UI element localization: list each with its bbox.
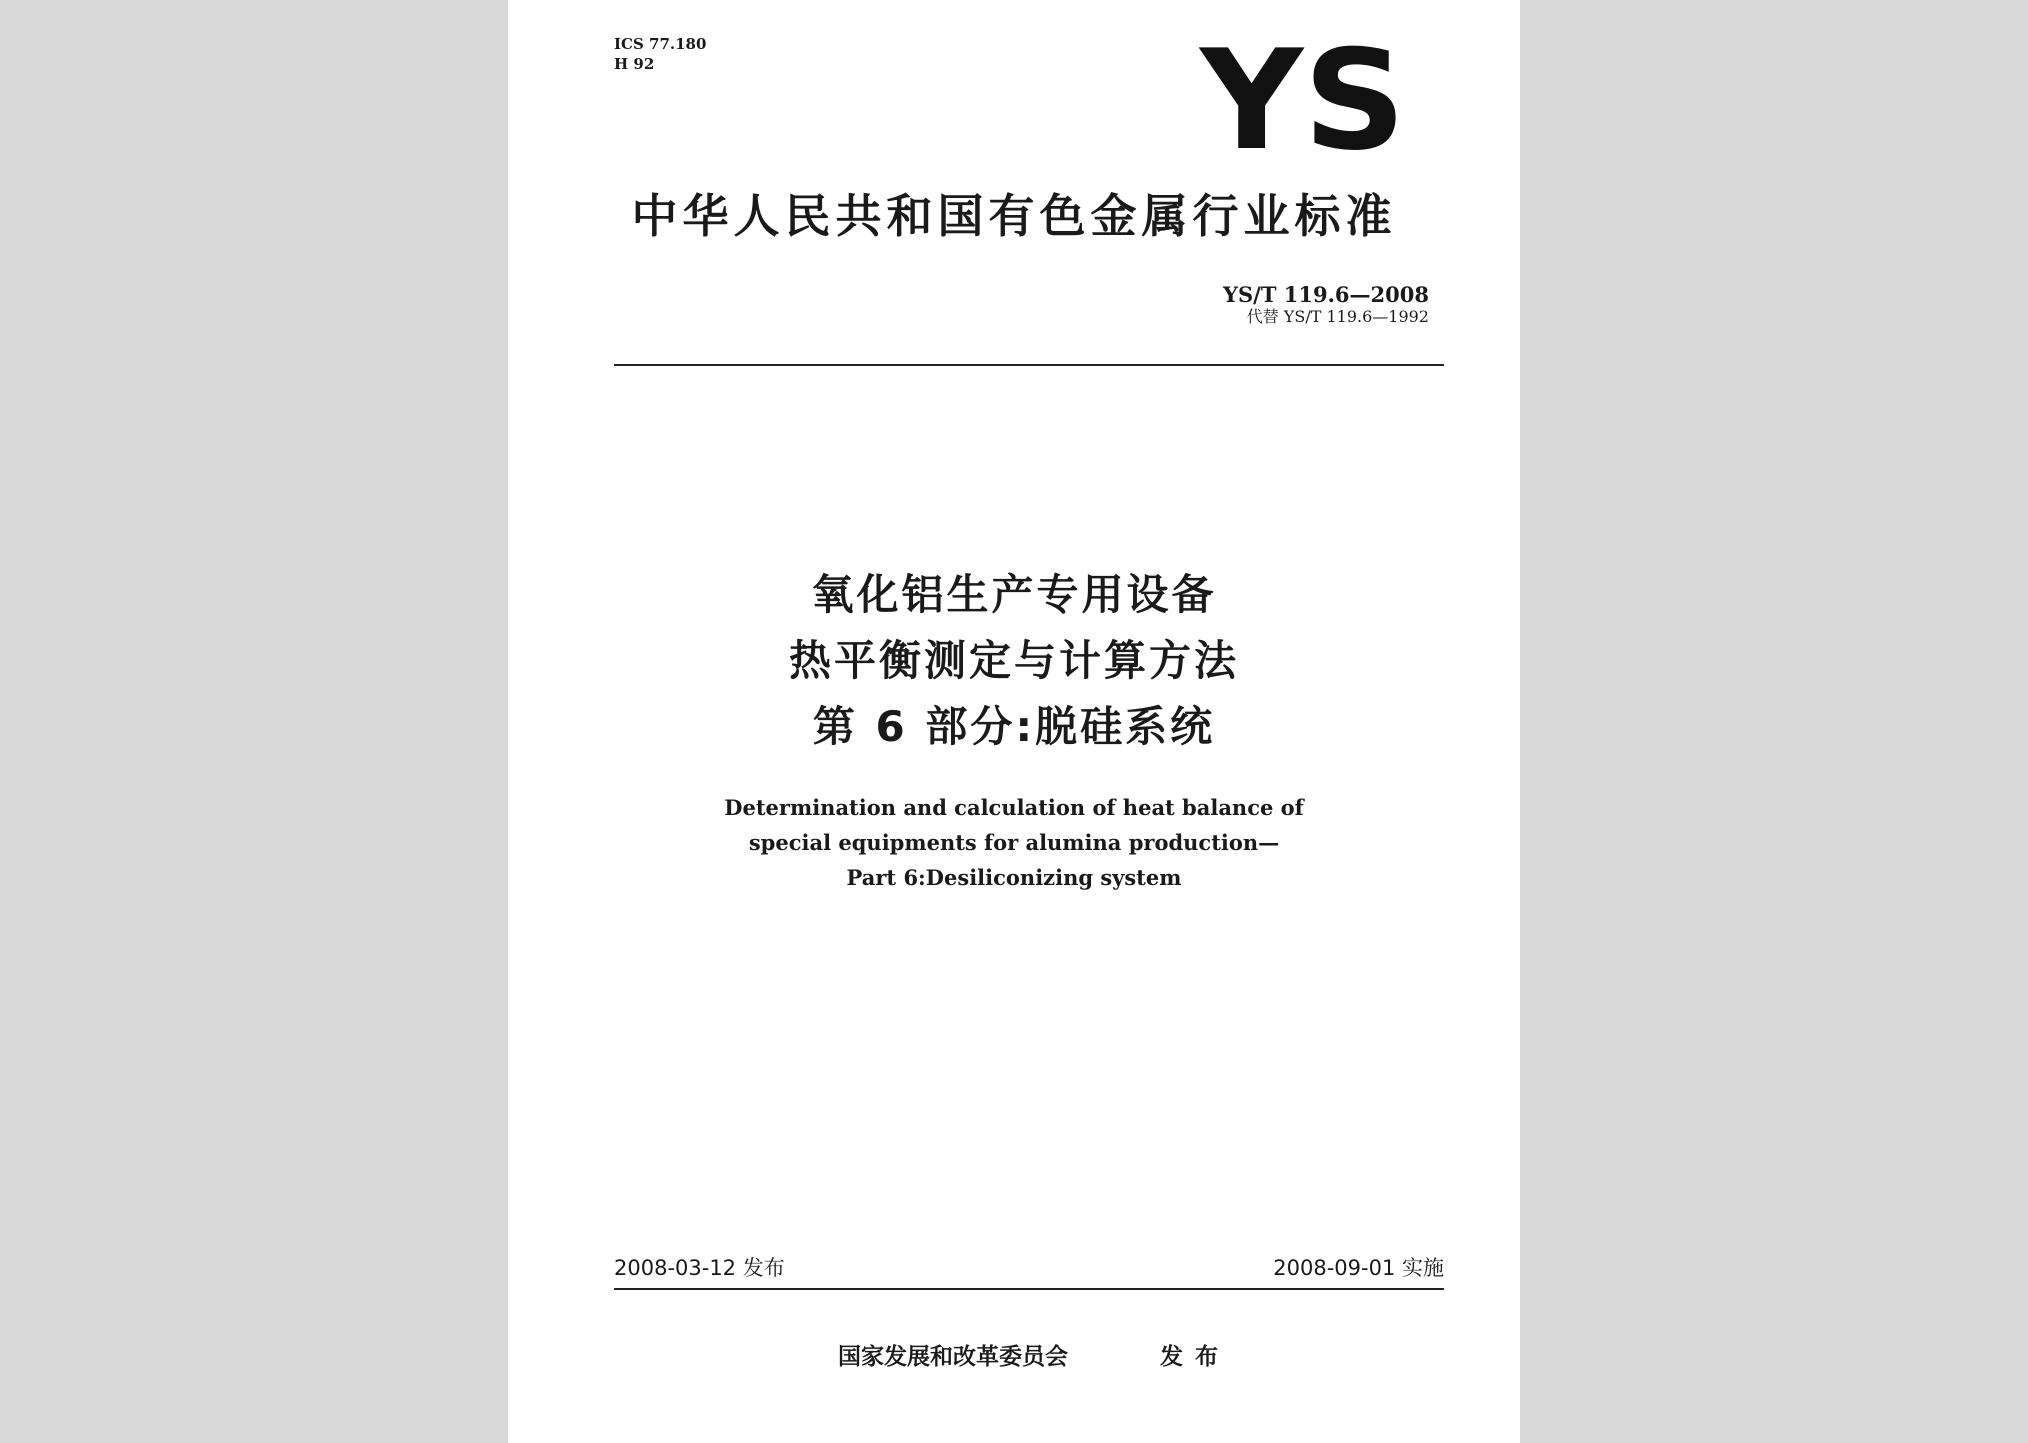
english-title-line-1: Determination and calculation of heat balance of — [724, 795, 1304, 820]
industry-standard-title: 中华人民共和国有色金属行业标准 — [631, 189, 1397, 243]
english-title-line-3: Part 6:Desiliconizing system — [846, 865, 1182, 890]
document-page — [508, 0, 1520, 1443]
implementation-date: 2008-09-01 实施 — [1273, 1256, 1444, 1280]
chinese-document-title — [508, 562, 1520, 760]
publish-label: 发布 — [1160, 1344, 1230, 1370]
ccs-code: H 92 — [614, 55, 655, 73]
standard-code: YS/T 119.6—2008 — [1223, 282, 1429, 307]
ys-logo-text: YS — [1197, 40, 1406, 160]
english-document-title — [508, 790, 1520, 895]
header-divider — [614, 364, 1444, 366]
chinese-title-line-1: 氧化铝生产专用设备 — [811, 570, 1217, 619]
chinese-title-line-3: 第 6 部分:脱硅系统 — [812, 702, 1216, 751]
footer-divider — [614, 1288, 1444, 1290]
classification-codes — [614, 34, 706, 74]
english-title-line-2: special equipments for alumina production— — [748, 830, 1280, 855]
chinese-title-line-2: 热平衡测定与计算方法 — [788, 636, 1239, 685]
replaces-standard: 代替 YS/T 119.6—1992 — [1246, 307, 1429, 326]
ys-logo — [1188, 40, 1418, 160]
publisher-name: 国家发展和改革委员会 — [838, 1344, 1068, 1370]
ics-code: ICS 77.180 — [614, 35, 707, 53]
issue-date: 2008-03-12 发布 — [614, 1256, 785, 1280]
standard-number — [1223, 282, 1429, 308]
